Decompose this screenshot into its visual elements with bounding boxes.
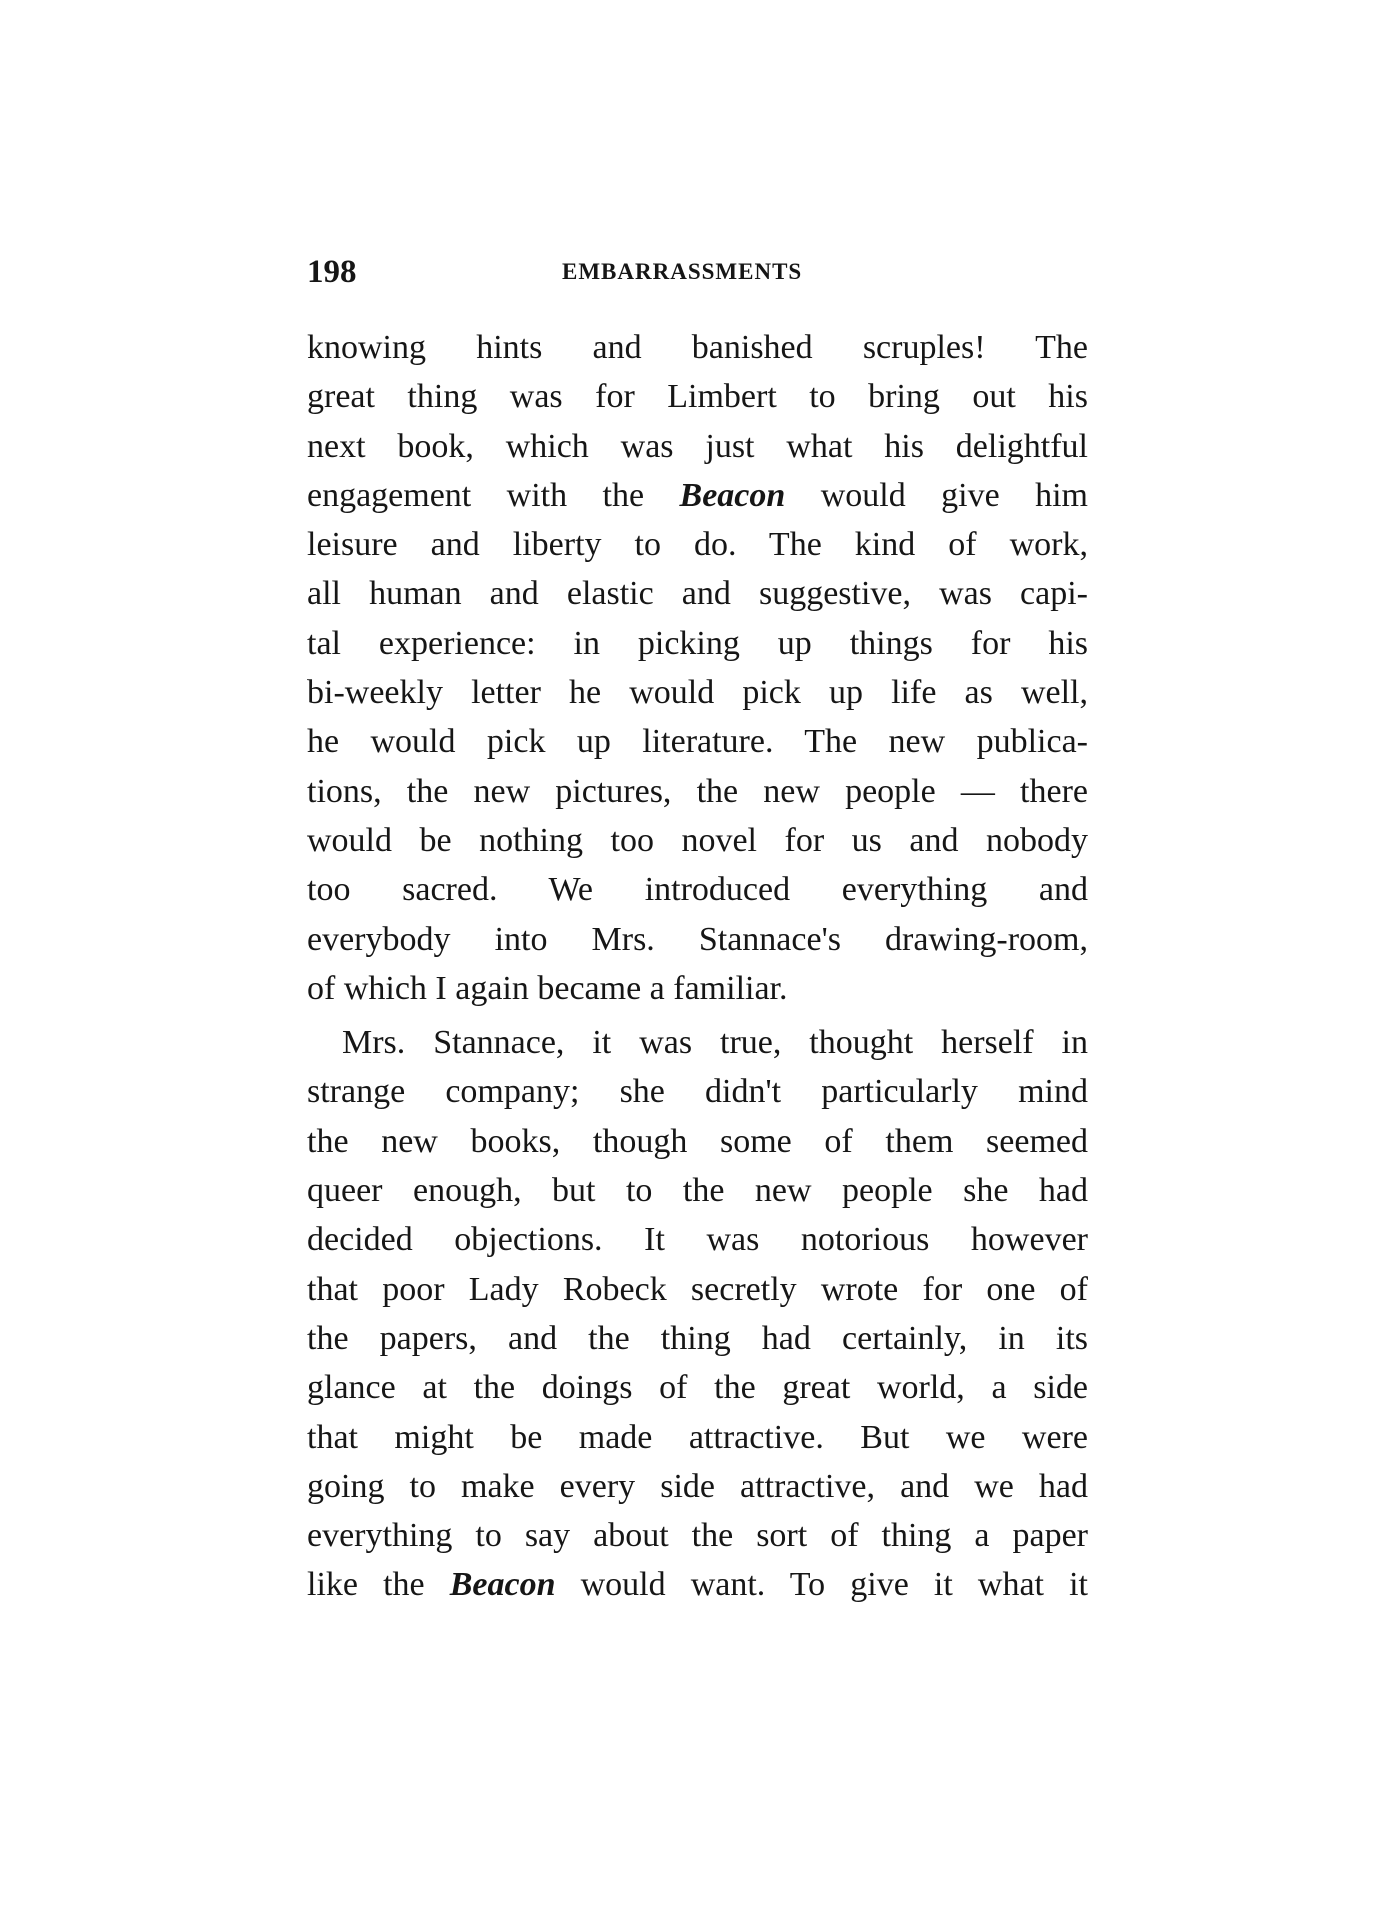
text-line: tal experience: in picking up things for his bbox=[307, 624, 1088, 662]
text-line: would be nothing too novel for us and nobody bbox=[307, 821, 1088, 859]
text-run: would give him bbox=[785, 476, 1088, 514]
text-line: leisure and liberty to do. The kind of work, bbox=[307, 526, 1088, 564]
text-line bbox=[307, 471, 1088, 520]
text-line: knowing hints and banished scruples! The bbox=[307, 329, 1088, 366]
text-line: next book, which was just what his delightful bbox=[307, 427, 1088, 465]
italic-title: Beacon bbox=[449, 1566, 556, 1604]
text-line: of which I again became a familiar. bbox=[307, 969, 788, 1007]
text-line: great thing was for Limbert to bring out his bbox=[307, 378, 1088, 416]
text-run: engagement with the bbox=[307, 476, 680, 514]
text-line: glance at the doings of the great world, a side bbox=[307, 1369, 1088, 1407]
text-line: queer enough, but to the new people she had bbox=[307, 1172, 1088, 1210]
text-line: the new books, though some of them seemed bbox=[307, 1122, 1088, 1160]
paragraph-1 bbox=[307, 323, 1088, 1013]
text-line: decided objections. It was notorious however bbox=[307, 1221, 1088, 1259]
text-run: would want. To give it what it bbox=[555, 1566, 1088, 1604]
running-title: EMBARRASSMENTS bbox=[562, 259, 803, 284]
text-line: everybody into Mrs. Stannace's drawing-room, bbox=[307, 920, 1088, 958]
text-line: the papers, and the thing had certainly, in its bbox=[307, 1319, 1088, 1357]
text-line: Mrs. Stannace, it was true, thought herself in bbox=[342, 1024, 1088, 1062]
page-header bbox=[307, 252, 1088, 292]
text-line: he would pick up literature. The new publica- bbox=[307, 723, 1088, 761]
text-line: that poor Lady Robeck secretly wrote for one of bbox=[307, 1270, 1088, 1308]
text-line: going to make every side attractive, and we had bbox=[307, 1467, 1088, 1505]
page-number: 198 bbox=[307, 254, 357, 290]
text-run: like the bbox=[307, 1566, 450, 1604]
body-text bbox=[307, 323, 1088, 1610]
text-line: strange company; she didn't particularly mind bbox=[307, 1073, 1088, 1111]
italic-title: Beacon bbox=[679, 476, 786, 514]
text-line: tions, the new pictures, the new people — there bbox=[307, 772, 1088, 810]
text-line: everything to say about the sort of thing a paper bbox=[307, 1517, 1088, 1555]
paragraph-2 bbox=[307, 1018, 1088, 1610]
text-line: all human and elastic and suggestive, was capi- bbox=[307, 575, 1088, 613]
text-line: that might be made attractive. But we were bbox=[307, 1418, 1088, 1456]
text-line: bi-weekly letter he would pick up life as well, bbox=[307, 674, 1088, 712]
text-line bbox=[307, 1560, 1088, 1609]
text-line: too sacred. We introduced everything and bbox=[307, 871, 1088, 909]
